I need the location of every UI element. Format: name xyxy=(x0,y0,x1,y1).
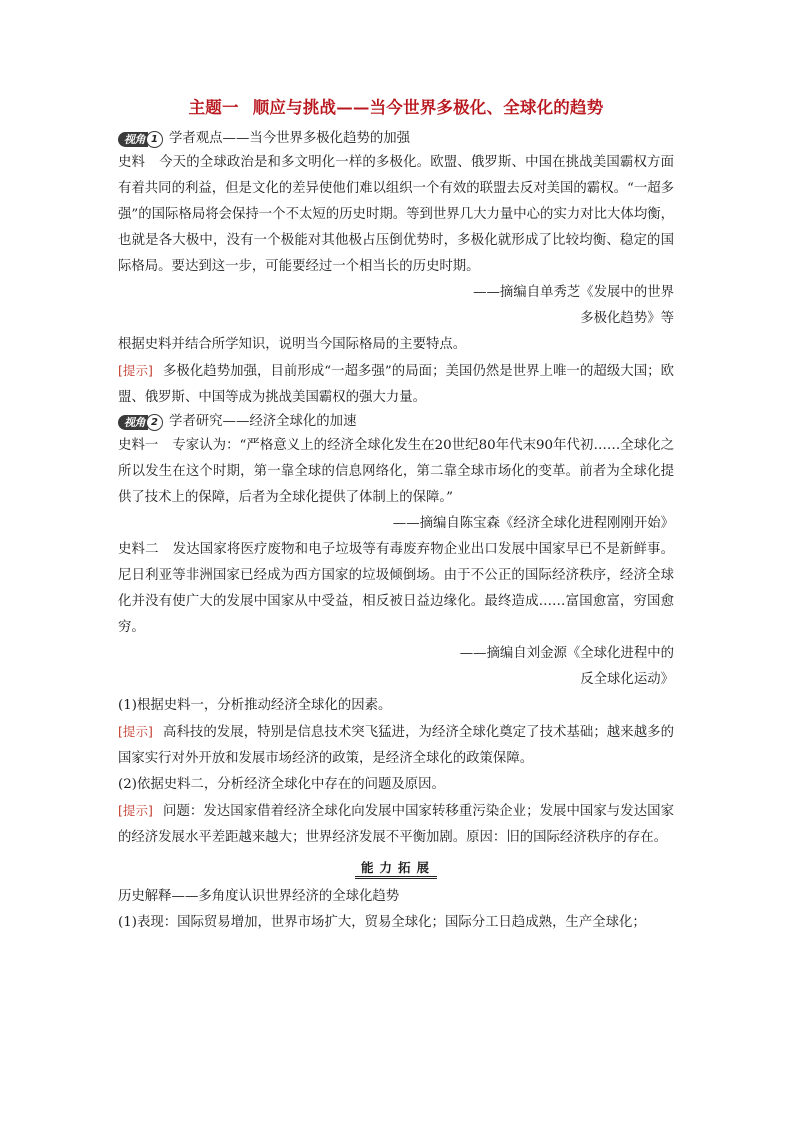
view2-source2 xyxy=(118,537,674,641)
tip-text: 多极化趋势加强，目前形成“一超多强”的局面；美国仍然是世界上唯一的超级大国；欧盟、俄罗斯、中国等成为挑战美国霸权的强大力量。 xyxy=(118,364,674,405)
tip-label: [提示] xyxy=(118,803,153,818)
view1-tip xyxy=(118,358,674,411)
view2-tip-1 xyxy=(118,719,674,772)
view2-source2-citation-2: 反全球化运动》 xyxy=(580,672,674,687)
document-page xyxy=(118,94,674,936)
ability-section-title-row xyxy=(118,857,674,880)
title-text: 顺应与挑战——当今世界多极化、全球化的趋势 xyxy=(252,98,604,117)
view-badge-1 xyxy=(118,131,163,148)
source1-label: 史料一 xyxy=(118,438,159,453)
ability-heading: 历史解释——多角度认识世界经济的全球化趋势 xyxy=(118,889,400,904)
view-badge-label: 视角 xyxy=(118,132,148,147)
view2-heading-row xyxy=(118,411,674,433)
view-badge-2 xyxy=(118,414,163,431)
view2-tip-2 xyxy=(118,798,674,851)
source-label: 史料 xyxy=(118,155,146,170)
view-badge-number: 1 xyxy=(146,131,163,148)
tip-label: [提示] xyxy=(118,363,153,378)
source1-text: 专家认为：“严格意义上的经济全球化发生在20世纪80年代末90年代初……全球化之所以发生在这个时期，第一靠全球的信息网络化，第二靠全球市场化的变革。前者为全球化提供了技术上的保障，后者为全球化提供了体制上的保障。” xyxy=(118,438,674,505)
ability-item-1: (1)表现：国际贸易增加，世界市场扩大，贸易全球化；国际分工日趋成熟，生产全球化； xyxy=(118,915,646,930)
view2-source1-citation: ——摘编自陈宝森《经济全球化进程刚刚开始》 xyxy=(392,516,674,531)
view-badge-label: 视角 xyxy=(118,415,148,430)
view1-citation-1: ——摘编自单秀芝《发展中的世界 xyxy=(473,285,674,300)
view1-source xyxy=(118,150,674,280)
tip-text: 问题：发达国家借着经济全球化向发展中国家转移重污染企业；发展中国家与发达国家的经济发展水平差距越来越大；世界经济发展不平衡加剧。原因：旧的国际经济秩序的存在。 xyxy=(118,804,674,845)
page-title xyxy=(118,94,674,118)
view2-heading: 学者研究——经济全球化的加速 xyxy=(169,414,357,429)
view2-question-2: (2)依据史料二，分析经济全球化中存在的问题及原因。 xyxy=(118,777,445,792)
view1-heading: 学者观点——当今世界多极化趋势的加强 xyxy=(169,131,411,146)
view2-source2-citation-1: ——摘编自刘金源《全球化进程中的 xyxy=(459,646,674,661)
source2-text: 发达国家将医疗废物和电子垃圾等有毒废弃物企业出口发展中国家早已不是新鲜事。尼日利亚等非洲国家已经成为西方国家的垃圾倾倒场。由于不公正的国际经济秩序，经济全球化并没有使广大的发展中国家从中受益，相反被日益边缘化。最终造成……富国愈富，穷国愈穷。 xyxy=(118,542,675,635)
view-badge-number: 2 xyxy=(146,414,163,431)
source-text: 今天的全球政治是和多文明化一样的多极化。欧盟、俄罗斯、中国在挑战美国霸权方面有着共同的利益，但是文化的差异使他们难以组织一个有效的联盟去反对美国的霸权。“一超多强”的国际格局将会保持一个不太短的历史时期。等到世界几大力量中心的实力对比大体均衡，也就是各大极中，没有一个极能对其他极占压倒优势时，多极化就形成了比较均衡、稳定的国际格局。要达到这一步，可能要经过一个相当长的历史时期。 xyxy=(118,155,674,274)
source2-label: 史料二 xyxy=(118,542,159,557)
tip-text: 高科技的发展，特别是信息技术突飞猛进，为经济全球化奠定了技术基础；越来越多的国家实行对外开放和发展市场经济的政策，是经济全球化的政策保障。 xyxy=(118,725,674,766)
tip-label: [提示] xyxy=(118,724,153,739)
view1-heading-row xyxy=(118,128,674,150)
title-topic: 主题一 xyxy=(188,98,239,117)
ability-section-title: 能力拓展 xyxy=(355,860,437,879)
view1-question: 根据史料并结合所学知识，说明当今国际格局的主要特点。 xyxy=(118,337,467,352)
view1-citation-2: 多极化趋势》等 xyxy=(580,311,674,326)
view2-question-1: (1)根据史料一，分析推动经济全球化的因素。 xyxy=(118,698,392,713)
view2-source1 xyxy=(118,433,674,511)
